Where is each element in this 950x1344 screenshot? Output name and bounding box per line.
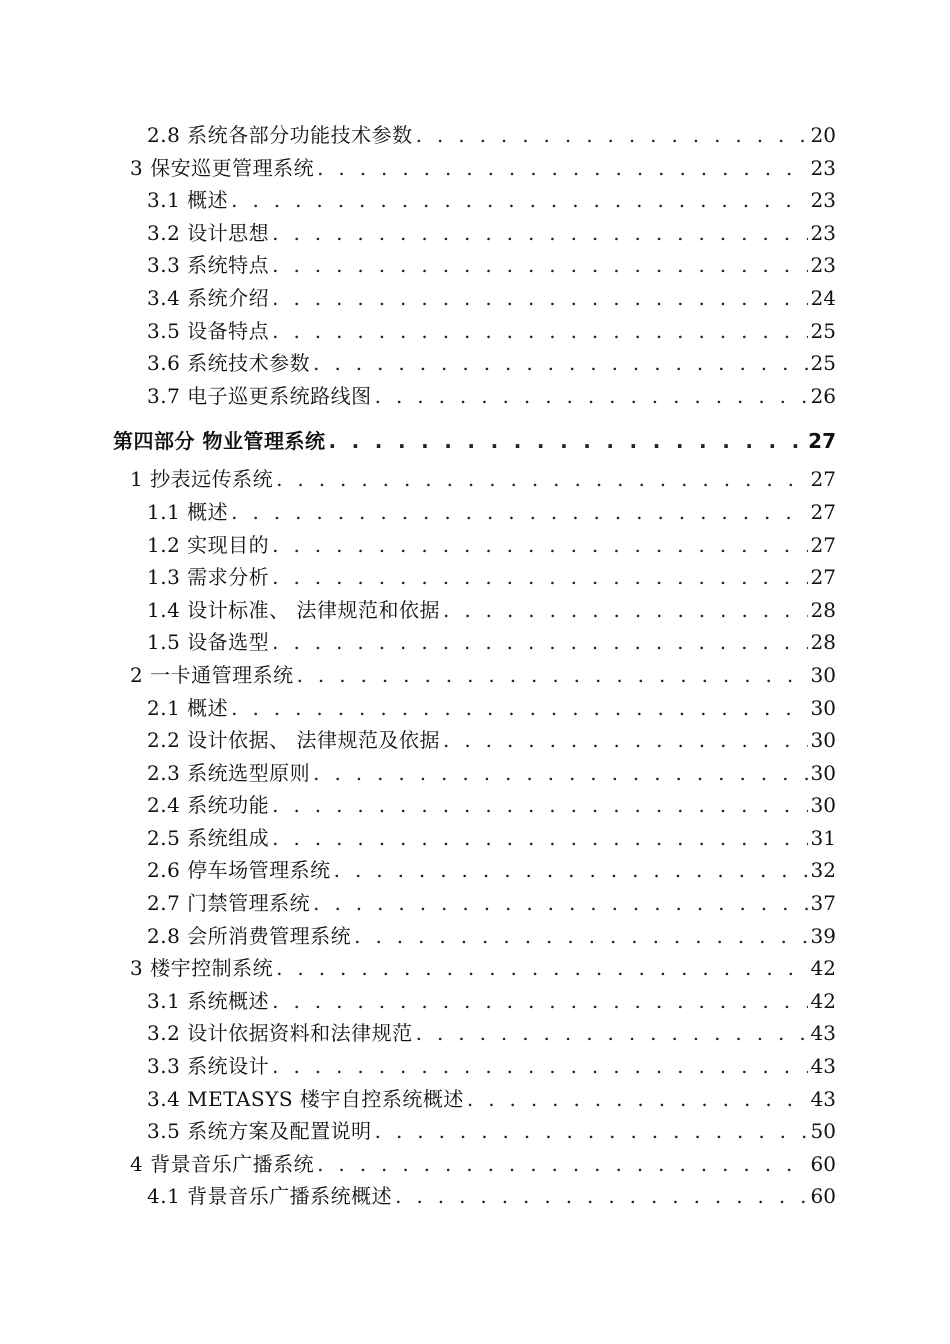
toc-dot-leader bbox=[334, 854, 808, 887]
toc-entry-title: 3.2 设计思想 bbox=[147, 220, 270, 245]
toc-dot-leader bbox=[272, 789, 807, 822]
toc-dot-leader bbox=[416, 119, 808, 152]
toc-page-number: 43 bbox=[810, 1021, 836, 1046]
toc-entry-title: 2.8 会所消费管理系统 bbox=[147, 923, 352, 948]
toc-section-entry[interactable] bbox=[0, 315, 950, 348]
toc-entry-title: 2.5 系统组成 bbox=[147, 825, 270, 850]
toc-dot-leader bbox=[297, 659, 808, 692]
toc-entry-title: 1 抄表远传系统 bbox=[130, 467, 274, 492]
toc-entry-title: 3.3 系统特点 bbox=[147, 253, 270, 278]
toc-section-entry[interactable] bbox=[0, 789, 950, 822]
toc-page-number: 27 bbox=[810, 565, 836, 590]
toc-dot-leader bbox=[272, 217, 807, 250]
toc-page-number: 30 bbox=[810, 793, 836, 818]
toc-dot-leader bbox=[276, 463, 807, 496]
toc-entry-title: 1.2 实现目的 bbox=[147, 532, 270, 557]
toc-page-number: 42 bbox=[810, 956, 836, 981]
toc-entry-title: 1.3 需求分析 bbox=[147, 565, 270, 590]
toc-page-number: 27 bbox=[808, 429, 836, 454]
toc-entry-title: 3.4 系统介绍 bbox=[147, 285, 270, 310]
toc-dot-leader bbox=[354, 920, 807, 953]
toc-entry-title: 1.1 概述 bbox=[147, 499, 229, 524]
toc-dot-leader bbox=[231, 692, 807, 725]
toc-entry-title: 2.6 停车场管理系统 bbox=[147, 858, 331, 883]
toc-page-number: 30 bbox=[810, 728, 836, 753]
toc-dot-leader bbox=[443, 594, 808, 627]
table-of-contents bbox=[0, 119, 950, 1213]
toc-section-entry[interactable] bbox=[0, 1050, 950, 1083]
toc-dot-leader bbox=[272, 315, 807, 348]
toc-dot-leader bbox=[375, 380, 808, 413]
toc-dot-leader bbox=[317, 1148, 807, 1181]
toc-entry-title: 2.1 概述 bbox=[147, 695, 229, 720]
toc-section-entry[interactable] bbox=[0, 887, 950, 920]
toc-section-entry[interactable] bbox=[0, 1017, 950, 1050]
toc-dot-leader bbox=[317, 152, 807, 185]
toc-section-entry[interactable] bbox=[0, 626, 950, 659]
toc-page-number: 43 bbox=[810, 1054, 836, 1079]
toc-dot-leader bbox=[276, 952, 807, 985]
toc-entry-title: 3.3 系统设计 bbox=[147, 1054, 270, 1079]
toc-entry-title: 3.1 系统概述 bbox=[147, 988, 270, 1013]
toc-entry-title: 2.3 系统选型原则 bbox=[147, 760, 311, 785]
toc-section-entry[interactable] bbox=[0, 1083, 950, 1116]
toc-chapter-entry[interactable] bbox=[0, 152, 950, 185]
toc-page-number: 28 bbox=[810, 630, 836, 655]
toc-dot-leader bbox=[313, 347, 807, 380]
toc-section-entry[interactable] bbox=[0, 217, 950, 250]
toc-section-entry[interactable] bbox=[0, 347, 950, 380]
toc-section-entry[interactable] bbox=[0, 594, 950, 627]
toc-page-number: 43 bbox=[810, 1086, 836, 1111]
toc-page-number: 23 bbox=[810, 220, 836, 245]
toc-section-entry[interactable] bbox=[0, 184, 950, 217]
toc-dot-leader bbox=[231, 184, 807, 217]
toc-dot-leader bbox=[272, 626, 807, 659]
toc-section-entry[interactable] bbox=[0, 561, 950, 594]
toc-page-number: 24 bbox=[810, 285, 836, 310]
toc-entry-title: 3.1 概述 bbox=[147, 188, 229, 213]
toc-dot-leader bbox=[443, 724, 808, 757]
toc-page-number: 30 bbox=[810, 662, 836, 687]
toc-page-number: 30 bbox=[810, 760, 836, 785]
toc-section-entry[interactable] bbox=[0, 119, 950, 152]
toc-chapter-entry[interactable] bbox=[0, 659, 950, 692]
toc-page-number: 27 bbox=[810, 467, 836, 492]
toc-section-entry[interactable] bbox=[0, 854, 950, 887]
toc-section-entry[interactable] bbox=[0, 692, 950, 725]
toc-dot-leader bbox=[272, 529, 807, 562]
toc-section-entry[interactable] bbox=[0, 757, 950, 790]
toc-entry-title: 3 楼宇控制系统 bbox=[130, 956, 274, 981]
toc-dot-leader bbox=[272, 249, 807, 282]
toc-chapter-entry[interactable] bbox=[0, 952, 950, 985]
toc-entry-title: 2 一卡通管理系统 bbox=[130, 662, 294, 687]
toc-page-number: 42 bbox=[810, 988, 836, 1013]
toc-page-number: 32 bbox=[810, 858, 836, 883]
toc-section-entry[interactable] bbox=[0, 282, 950, 315]
toc-dot-leader bbox=[313, 887, 807, 920]
toc-dot-leader bbox=[416, 1017, 808, 1050]
toc-section-entry[interactable] bbox=[0, 1180, 950, 1213]
toc-entry-title: 3.4 METASYS 楼宇自控系统概述 bbox=[147, 1086, 464, 1111]
toc-dot-leader bbox=[272, 1050, 807, 1083]
toc-page-number: 37 bbox=[810, 891, 836, 916]
toc-entry-title: 4 背景音乐广播系统 bbox=[130, 1151, 315, 1176]
toc-page-number: 50 bbox=[810, 1119, 836, 1144]
toc-dot-leader bbox=[313, 757, 807, 790]
toc-entry-title: 3.7 电子巡更系统路线图 bbox=[147, 383, 372, 408]
toc-chapter-entry[interactable] bbox=[0, 463, 950, 496]
toc-section-entry[interactable] bbox=[0, 1115, 950, 1148]
toc-entry-title: 2.7 门禁管理系统 bbox=[147, 891, 311, 916]
toc-section-entry[interactable] bbox=[0, 822, 950, 855]
toc-entry-title: 2.4 系统功能 bbox=[147, 793, 270, 818]
toc-dot-leader bbox=[328, 416, 805, 467]
toc-entry-title: 1.5 设备选型 bbox=[147, 630, 270, 655]
toc-dot-leader bbox=[375, 1115, 808, 1148]
toc-page-number: 30 bbox=[810, 695, 836, 720]
toc-page-number: 27 bbox=[810, 499, 836, 524]
toc-page-number: 31 bbox=[810, 825, 836, 850]
toc-entry-title: 2.2 设计依据、 法律规范及依据 bbox=[147, 728, 441, 753]
toc-entry-title: 3.2 设计依据资料和法律规范 bbox=[147, 1021, 413, 1046]
toc-page-number: 23 bbox=[810, 155, 836, 180]
toc-entry-title: 3.6 系统技术参数 bbox=[147, 351, 311, 376]
toc-page-number: 39 bbox=[810, 923, 836, 948]
toc-page-number: 28 bbox=[810, 597, 836, 622]
toc-page-number: 25 bbox=[810, 318, 836, 343]
toc-section-entry[interactable] bbox=[0, 985, 950, 1018]
toc-dot-leader bbox=[272, 985, 807, 1018]
toc-page-number: 60 bbox=[810, 1151, 836, 1176]
toc-dot-leader bbox=[467, 1083, 808, 1116]
toc-page-number: 26 bbox=[810, 383, 836, 408]
toc-dot-leader bbox=[272, 561, 807, 594]
toc-part-heading[interactable] bbox=[0, 412, 950, 463]
toc-page-number: 23 bbox=[810, 188, 836, 213]
toc-page-number: 23 bbox=[810, 253, 836, 278]
toc-entry-title: 2.8 系统各部分功能技术参数 bbox=[147, 123, 413, 147]
toc-section-entry[interactable] bbox=[0, 920, 950, 953]
toc-dot-leader bbox=[272, 822, 807, 855]
toc-entry-title: 3.5 系统方案及配置说明 bbox=[147, 1119, 372, 1144]
toc-entry-title: 4.1 背景音乐广播系统概述 bbox=[147, 1184, 393, 1209]
toc-dot-leader bbox=[272, 282, 807, 315]
toc-page-number: 25 bbox=[810, 351, 836, 376]
toc-section-entry[interactable] bbox=[0, 380, 950, 413]
toc-entry-title: 3 保安巡更管理系统 bbox=[130, 155, 315, 180]
toc-section-entry[interactable] bbox=[0, 724, 950, 757]
toc-section-entry[interactable] bbox=[0, 249, 950, 282]
toc-entry-title: 第四部分 物业管理系统 bbox=[113, 429, 326, 454]
toc-dot-leader bbox=[231, 496, 807, 529]
toc-dot-leader bbox=[395, 1180, 807, 1213]
toc-section-entry[interactable] bbox=[0, 496, 950, 529]
toc-entry-title: 3.5 设备特点 bbox=[147, 318, 270, 343]
toc-page-number: 60 bbox=[810, 1184, 836, 1209]
toc-page-number: 20 bbox=[810, 123, 836, 147]
toc-page-number: 27 bbox=[810, 532, 836, 557]
toc-section-entry[interactable] bbox=[0, 529, 950, 562]
toc-chapter-entry[interactable] bbox=[0, 1148, 950, 1181]
toc-entry-title: 1.4 设计标准、 法律规范和依据 bbox=[147, 597, 441, 622]
